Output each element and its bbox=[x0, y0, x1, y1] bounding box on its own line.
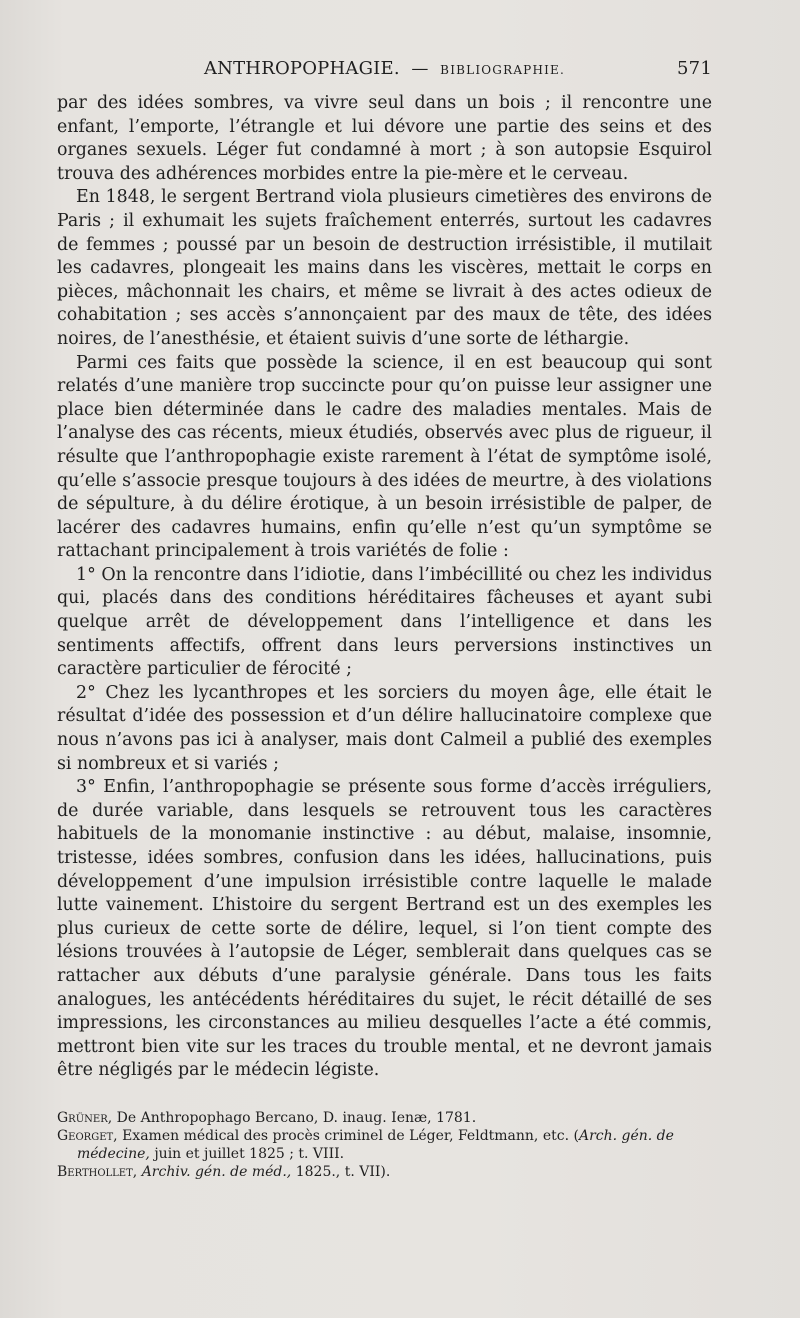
running-head-title: ANTHROPOPHAGIE. bbox=[203, 58, 400, 79]
paragraph: En 1848, le sergent Bertrand viola plusieurs cimetières des environs de Paris ; il exhumait les sujets fraîchement enterrés, surtout les cadavres de femmes ; poussé par un besoin de destruction irrésistible, il mutilait les cadavres, plongeait les mains dans les viscères, mettait le corps en pièces, mâchonnait les chairs, et même se livrait à des actes odieux de cohabitation ; ses accès s’annonçaient par des maux de tête, des idées noires, de l’anesthésie, et étaient suivis d’une sorte de léthargie. bbox=[57, 187, 712, 349]
bibliography-entry bbox=[57, 1109, 712, 1127]
ref-journal: Arch. gén. de médecine, bbox=[77, 1127, 674, 1162]
ref-text: Examen médical des procès criminel de Léger, Feldtmann, etc. ( bbox=[117, 1127, 579, 1144]
paragraph: 2° Chez les lycanthropes et les sorciers du moyen âge, elle était le résultat d’idée des possession et d’un délire hallucinatoire complexe que nous n’avons pas ici à analyser, mais dont Calmeil a publié des exemples si nombreux et si variés ; bbox=[57, 682, 712, 774]
running-head-dash: — bbox=[411, 59, 429, 79]
ref-text-after: juin et juillet 1825 ; t. VIII. bbox=[149, 1145, 345, 1162]
ref-author: Berthollet, bbox=[57, 1163, 138, 1180]
ref-text: De Anthropophago Bercano, D. inaug. Ienæ, 1781. bbox=[112, 1109, 477, 1126]
ref-journal: Archiv. gén. de méd., bbox=[141, 1163, 292, 1180]
ref-text-after: 1825., t. VII). bbox=[291, 1163, 391, 1180]
paragraph: Parmi ces faits que possède la science, il en est beaucoup qui sont relatés d’une manière trop succincte pour qu’on puisse leur assigner une place bien déterminée dans le cadre des maladies mentales. Mais de l’analyse des cas récents, mieux étudiés, observés avec plus de rigueur, il résulte que l’anthropophagie existe rarement à l’état de symptôme isolé, qu’elle s’associe presque toujours à des idées de meurtre, à des violations de sépulture, à du délire érotique, à un besoin irrésistible de palper, de lacérer des cadavres humains, enfin qu’elle n’est qu’un symptôme se rattachant principalement à trois variétés de folie : bbox=[57, 352, 712, 562]
paragraph: 3° Enfin, l’anthropophagie se présente sous forme d’accès irréguliers, de durée variable, dans lesquels se retrouvent tous les caractères habituels de la monomanie instinctive : au début, malaise, insomnie, tristesse, idées sombres, confusion dans les idées, hallucinations, puis développement d’une impulsion irrésistible contre laquelle le malade lutte vainement. L’histoire du sergent Bertrand est un des exemples les plus curieux de cette sorte de délire, lequel, si l’on tient compte des lésions trouvées à l’autopsie de Léger, semblerait dans quelques cas se rattacher aux débuts d’une paralysie générale. Dans tous les faits analogues, les antécédents héréditaires du sujet, le récit détaillé de ses impressions, les circonstances au milieu desquelles l’acte a été commis, mettront bien vite sur les traces du trouble mental, et ne devront jamais être négligés par le médecin légiste. bbox=[57, 777, 712, 1081]
page-number: 571 bbox=[677, 58, 712, 79]
body-text bbox=[57, 92, 712, 1083]
ref-author: Grüner, bbox=[57, 1109, 113, 1126]
paragraph: par des idées sombres, va vivre seul dans un bois ; il rencontre une enfant, l’emporte, l’étrangle et lui dévore une partie des seins et des organes sexuels. Léger fut condamné à mort ; à son autopsie Esquirol trouva des adhérences morbides entre la pie-mère et le cerveau. bbox=[57, 93, 712, 184]
running-head-section: BIBLIOGRAPHIE. bbox=[440, 63, 566, 77]
paragraph: 1° On la rencontre dans l’idiotie, dans l’imbécillité ou chez les individus qui, placés dans des conditions héréditaires fâcheuses et ayant subi quelque arrêt de développement dans l’intelligence et dans les sentiments affectifs, offrent dans leurs perversions instinctives un caractère particulier de férocité ; bbox=[57, 564, 712, 680]
ref-author: Georget, bbox=[57, 1127, 118, 1144]
bibliography-entry bbox=[57, 1127, 712, 1163]
bibliography-entry bbox=[57, 1163, 712, 1181]
running-head bbox=[57, 58, 712, 86]
bibliography bbox=[57, 1109, 712, 1181]
